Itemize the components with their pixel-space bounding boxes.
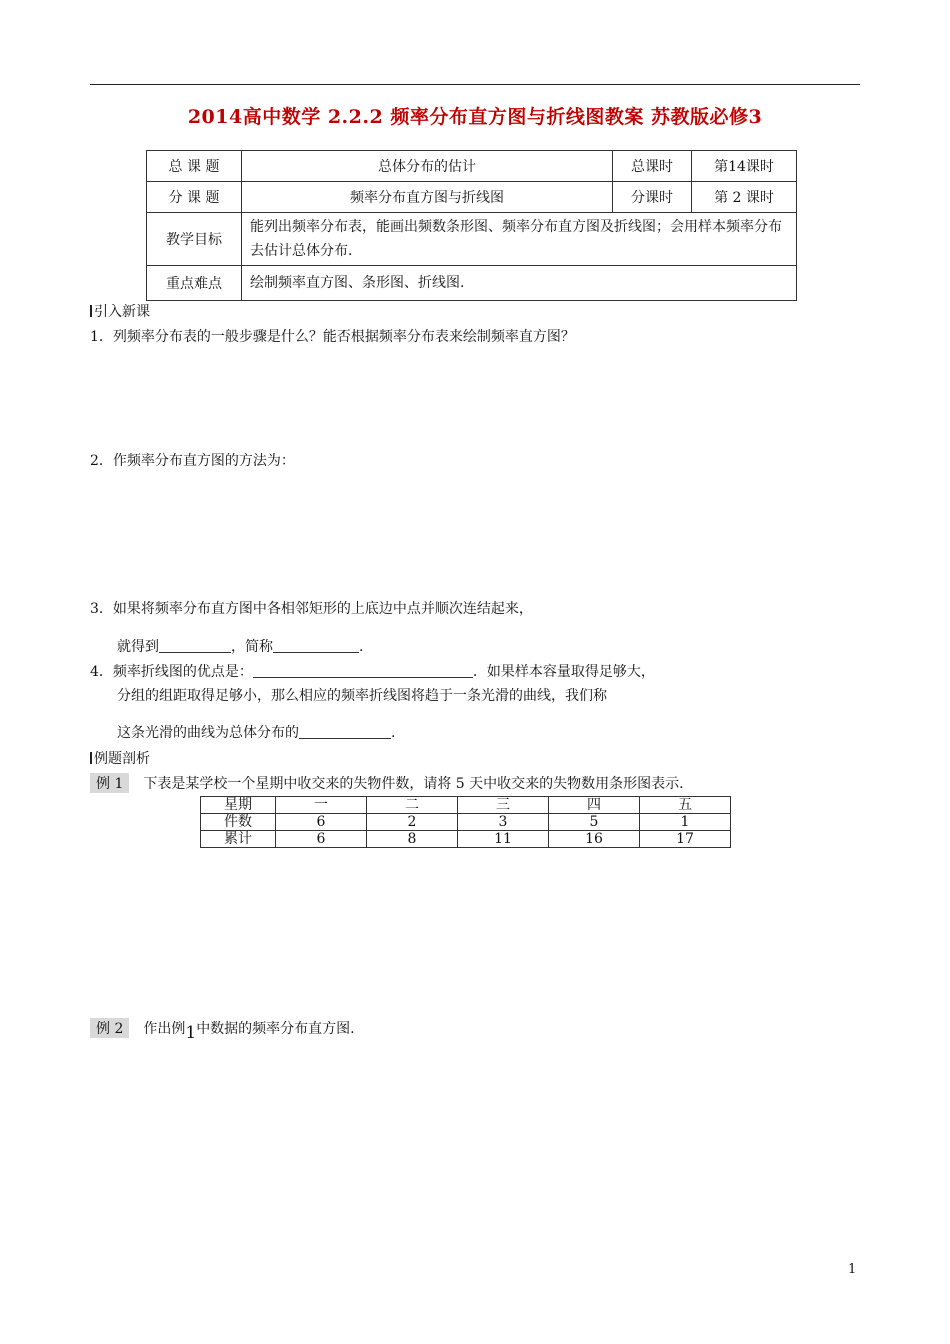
cell-label: 分 课 题 (147, 182, 242, 213)
example-label: 例 2 (90, 1018, 129, 1038)
cell-label: 重点难点 (147, 266, 242, 301)
question-1: 1．列频率分布表的一般步骤是什么？能否根据频率分布表来绘制频率直方图？ (90, 329, 575, 345)
fill-blank (159, 638, 231, 653)
table-row (201, 814, 731, 831)
example-2 (90, 1018, 355, 1043)
text: ，简称 (231, 639, 273, 655)
table-cell: 星期 (201, 797, 276, 814)
example-1 (90, 773, 684, 793)
table-cell: 三 (458, 797, 549, 814)
table-cell: 件数 (201, 814, 276, 831)
section-heading (90, 301, 150, 321)
table-cell: 二 (367, 797, 458, 814)
section-marker (90, 305, 92, 317)
question-4-line-3 (117, 722, 395, 742)
example-text: 作出例 (143, 1021, 186, 1037)
table-cell: 一 (276, 797, 367, 814)
text: . (391, 725, 396, 741)
header-rule (90, 84, 860, 85)
question-3-line-2 (117, 636, 363, 656)
table-cell: 五 (640, 797, 731, 814)
fill-blank (299, 724, 391, 739)
table-cell: 5 (549, 814, 640, 831)
example-ref: 1 (185, 1023, 197, 1043)
table-row (201, 797, 731, 814)
table-cell: 四 (549, 797, 640, 814)
example-text: 下表是某学校一个星期中收交来的失物件数，请将 5 天中收交来的失物数用条形图表示. (143, 776, 684, 792)
table-row (147, 182, 797, 213)
question-4-line-1 (90, 661, 655, 681)
table-cell: 8 (367, 831, 458, 848)
cell-value: 能列出频率分布表，能画出频数条形图、频率分布直方图及折线图；会用样本频率分布去估计总体分布. (242, 213, 797, 266)
table-row (201, 831, 731, 848)
lesson-info-table (146, 150, 797, 301)
section-heading-text: 引入新课 (94, 304, 150, 320)
page-title: 2014高中数学 2.2.2 频率分布直方图与折线图教案 苏教版必修3 (187, 106, 763, 128)
cell-value: 频率分布直方图与折线图 (242, 182, 613, 213)
cell-label: 教学目标 (147, 213, 242, 266)
page-number: 1 (848, 1262, 857, 1277)
table-cell: 6 (276, 831, 367, 848)
fill-blank (273, 638, 359, 653)
cell-hours-label: 分课时 (613, 182, 692, 213)
section-heading-text: 例题剖析 (94, 751, 150, 767)
section-heading (90, 748, 150, 768)
table-cell: 11 (458, 831, 549, 848)
table-cell: 1 (640, 814, 731, 831)
text: 4．频率折线图的优点是： (90, 664, 253, 680)
text: 这条光滑的曲线为总体分布的 (117, 725, 299, 741)
table-row (147, 151, 797, 182)
text: . (359, 639, 364, 655)
question-3-line-1: 3．如果将频率分布直方图中各相邻矩形的上底边中点并顺次连结起来， (90, 601, 533, 617)
section-marker (90, 752, 92, 764)
lost-items-table (200, 796, 731, 848)
text: 就得到 (117, 639, 159, 655)
table-cell: 6 (276, 814, 367, 831)
fill-blank (253, 663, 473, 678)
question-2: 2．作频率分布直方图的方法为： (90, 453, 295, 469)
table-cell: 2 (367, 814, 458, 831)
table-cell: 累计 (201, 831, 276, 848)
table-cell: 17 (640, 831, 731, 848)
table-row (147, 266, 797, 301)
table-row (147, 213, 797, 266)
table-cell: 16 (549, 831, 640, 848)
cell-value: 绘制频率直方图、条形图、折线图. (242, 266, 797, 301)
cell-hours-label: 总课时 (613, 151, 692, 182)
example-text: 中数据的频率分布直方图. (196, 1021, 355, 1037)
cell-hours-value: 第 2 课时 (692, 182, 797, 213)
question-4-line-2: 分组的组距取得足够小，那么相应的频率折线图将趋于一条光滑的曲线，我们称 (117, 688, 607, 704)
table-cell: 3 (458, 814, 549, 831)
cell-value: 总体分布的估计 (242, 151, 613, 182)
cell-hours-value: 第14课时 (692, 151, 797, 182)
text: ．如果样本容量取得足够大， (472, 664, 655, 680)
cell-label: 总 课 题 (147, 151, 242, 182)
example-label: 例 1 (90, 773, 129, 793)
